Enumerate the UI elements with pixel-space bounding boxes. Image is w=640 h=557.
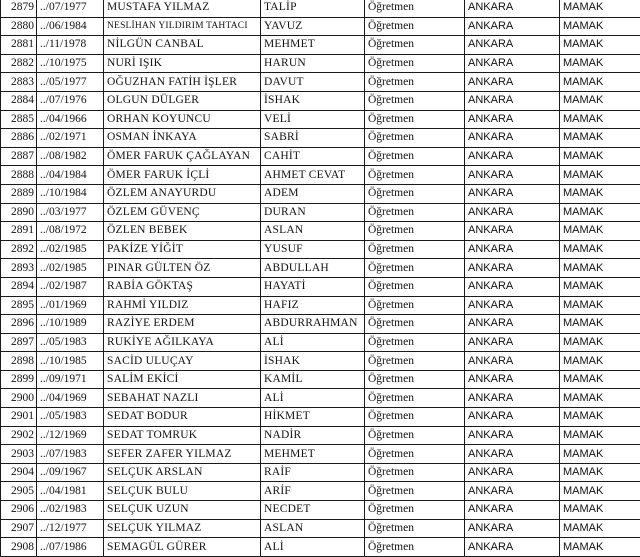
table-row	[1, 129, 640, 148]
city-cell: ANKARA	[465, 147, 560, 166]
full-name-cell: SELÇUK UZUN	[104, 501, 261, 520]
father-name-cell: SABRİ	[261, 129, 365, 148]
row-number-cell: 2884	[1, 91, 37, 110]
full-name-cell: NURİ IŞIK	[104, 54, 261, 73]
city-cell: ANKARA	[465, 110, 560, 129]
occupation-cell: Öğretmen	[365, 203, 465, 222]
full-name-cell: ÖZLEM ANAYURDU	[104, 184, 261, 203]
city-cell: ANKARA	[465, 240, 560, 259]
full-name-cell: SALİM EKİCİ	[104, 370, 261, 389]
district-cell: MAMAK	[560, 240, 640, 259]
father-name-cell: NECDET	[261, 501, 365, 520]
row-number-cell: 2893	[1, 259, 37, 278]
row-number-cell: 2883	[1, 73, 37, 92]
row-number-cell: 2888	[1, 166, 37, 185]
occupation-cell: Öğretmen	[365, 296, 465, 315]
city-cell: ANKARA	[465, 277, 560, 296]
city-cell: ANKARA	[465, 166, 560, 185]
row-number-cell: 2879	[1, 0, 37, 17]
row-number-cell: 2891	[1, 222, 37, 241]
occupation-cell: Öğretmen	[365, 501, 465, 520]
birth-date-cell: ../06/1984	[37, 17, 104, 36]
father-name-cell: İSHAK	[261, 91, 365, 110]
table-row	[1, 147, 640, 166]
table-row	[1, 333, 640, 352]
full-name-cell: PINAR GÜLTEN ÖZ	[104, 259, 261, 278]
city-cell: ANKARA	[465, 73, 560, 92]
birth-date-cell: ../10/1975	[37, 54, 104, 73]
district-cell: MAMAK	[560, 296, 640, 315]
occupation-cell: Öğretmen	[365, 184, 465, 203]
full-name-cell: NESLİHAN YILDIRIM TAHTACI	[104, 17, 261, 36]
city-cell: ANKARA	[465, 333, 560, 352]
table-row	[1, 110, 640, 129]
father-name-cell: ADEM	[261, 184, 365, 203]
full-name-cell: SEFER ZAFER YILMAZ	[104, 445, 261, 464]
father-name-cell: TALİP	[261, 0, 365, 17]
city-cell: ANKARA	[465, 519, 560, 538]
father-name-cell: YAVUZ	[261, 17, 365, 36]
father-name-cell: DURAN	[261, 203, 365, 222]
city-cell: ANKARA	[465, 370, 560, 389]
table-row	[1, 352, 640, 371]
father-name-cell: MEHMET	[261, 36, 365, 55]
district-cell: MAMAK	[560, 259, 640, 278]
full-name-cell: SEBAHAT NAZLI	[104, 389, 261, 408]
full-name-cell: ÖMER FARUK ÇAĞLAYAN	[104, 147, 261, 166]
occupation-cell: Öğretmen	[365, 408, 465, 427]
father-name-cell: YUSUF	[261, 240, 365, 259]
full-name-cell: ÖZLEN BEBEK	[104, 222, 261, 241]
row-number-cell: 2906	[1, 501, 37, 520]
table-row	[1, 389, 640, 408]
city-cell: ANKARA	[465, 482, 560, 501]
row-number-cell: 2898	[1, 352, 37, 371]
district-cell: MAMAK	[560, 0, 640, 17]
district-cell: MAMAK	[560, 54, 640, 73]
full-name-cell: SELÇUK ARSLAN	[104, 463, 261, 482]
occupation-cell: Öğretmen	[365, 91, 465, 110]
row-number-cell: 2897	[1, 333, 37, 352]
row-number-cell: 2900	[1, 389, 37, 408]
row-number-cell: 2902	[1, 426, 37, 445]
birth-date-cell: ../03/1977	[37, 203, 104, 222]
occupation-cell: Öğretmen	[365, 426, 465, 445]
table-row	[1, 315, 640, 334]
row-number-cell: 2894	[1, 277, 37, 296]
district-cell: MAMAK	[560, 166, 640, 185]
birth-date-cell: ../02/1983	[37, 501, 104, 520]
father-name-cell: HAYATİ	[261, 277, 365, 296]
occupation-cell: Öğretmen	[365, 482, 465, 501]
full-name-cell: NİLGÜN CANBAL	[104, 36, 261, 55]
table-row	[1, 17, 640, 36]
birth-date-cell: ../10/1989	[37, 315, 104, 334]
father-name-cell: VELİ	[261, 110, 365, 129]
occupation-cell: Öğretmen	[365, 147, 465, 166]
row-number-cell: 2889	[1, 184, 37, 203]
birth-date-cell: ../05/1977	[37, 73, 104, 92]
birth-date-cell: ../07/1977	[37, 0, 104, 17]
city-cell: ANKARA	[465, 501, 560, 520]
full-name-cell: RABİA GÖKTAŞ	[104, 277, 261, 296]
row-number-cell: 2881	[1, 36, 37, 55]
city-cell: ANKARA	[465, 352, 560, 371]
father-name-cell: İSHAK	[261, 352, 365, 371]
full-name-cell: SEMAGÜL GÜRER	[104, 538, 261, 557]
occupation-cell: Öğretmen	[365, 129, 465, 148]
birth-date-cell: ../10/1985	[37, 352, 104, 371]
father-name-cell: ALİ	[261, 538, 365, 557]
district-cell: MAMAK	[560, 519, 640, 538]
table-row	[1, 538, 640, 557]
birth-date-cell: ../09/1967	[37, 463, 104, 482]
occupation-cell: Öğretmen	[365, 389, 465, 408]
row-number-cell: 2905	[1, 482, 37, 501]
city-cell: ANKARA	[465, 129, 560, 148]
table-row	[1, 240, 640, 259]
birth-date-cell: ../04/1984	[37, 166, 104, 185]
row-number-cell: 2892	[1, 240, 37, 259]
district-cell: MAMAK	[560, 203, 640, 222]
full-name-cell: ÖMER FARUK İÇLİ	[104, 166, 261, 185]
full-name-cell: ÖZLEM GÜVENÇ	[104, 203, 261, 222]
occupation-cell: Öğretmen	[365, 166, 465, 185]
table-row	[1, 54, 640, 73]
city-cell: ANKARA	[465, 463, 560, 482]
full-name-cell: MUSTAFA YILMAZ	[104, 0, 261, 17]
occupation-cell: Öğretmen	[365, 277, 465, 296]
district-cell: MAMAK	[560, 91, 640, 110]
father-name-cell: ABDULLAH	[261, 259, 365, 278]
city-cell: ANKARA	[465, 296, 560, 315]
city-cell: ANKARA	[465, 426, 560, 445]
table-row	[1, 73, 640, 92]
table-row	[1, 426, 640, 445]
full-name-cell: SELÇUK YILMAZ	[104, 519, 261, 538]
occupation-cell: Öğretmen	[365, 17, 465, 36]
district-cell: MAMAK	[560, 147, 640, 166]
table-row	[1, 501, 640, 520]
full-name-cell: OLGUN DÜLGER	[104, 91, 261, 110]
birth-date-cell: ../02/1985	[37, 240, 104, 259]
row-number-cell: 2907	[1, 519, 37, 538]
birth-date-cell: ../08/1982	[37, 147, 104, 166]
birth-date-cell: ../09/1971	[37, 370, 104, 389]
full-name-cell: SACİD ULUÇAY	[104, 352, 261, 371]
row-number-cell: 2886	[1, 129, 37, 148]
city-cell: ANKARA	[465, 36, 560, 55]
table-body	[1, 0, 640, 556]
district-cell: MAMAK	[560, 426, 640, 445]
district-cell: MAMAK	[560, 315, 640, 334]
occupation-cell: Öğretmen	[365, 370, 465, 389]
table-row	[1, 277, 640, 296]
occupation-cell: Öğretmen	[365, 333, 465, 352]
father-name-cell: HAFIZ	[261, 296, 365, 315]
row-number-cell: 2890	[1, 203, 37, 222]
birth-date-cell: ../07/1976	[37, 91, 104, 110]
full-name-cell: RUKİYE AĞILKAYA	[104, 333, 261, 352]
occupation-cell: Öğretmen	[365, 36, 465, 55]
occupation-cell: Öğretmen	[365, 240, 465, 259]
table-row	[1, 36, 640, 55]
birth-date-cell: ../02/1985	[37, 259, 104, 278]
father-name-cell: MEHMET	[261, 445, 365, 464]
district-cell: MAMAK	[560, 277, 640, 296]
occupation-cell: Öğretmen	[365, 110, 465, 129]
district-cell: MAMAK	[560, 501, 640, 520]
birth-date-cell: ../01/1969	[37, 296, 104, 315]
row-number-cell: 2880	[1, 17, 37, 36]
district-cell: MAMAK	[560, 538, 640, 557]
district-cell: MAMAK	[560, 370, 640, 389]
city-cell: ANKARA	[465, 54, 560, 73]
city-cell: ANKARA	[465, 408, 560, 427]
table-row	[1, 222, 640, 241]
birth-date-cell: ../10/1984	[37, 184, 104, 203]
father-name-cell: AHMET CEVAT	[261, 166, 365, 185]
full-name-cell: OSMAN İNKAYA	[104, 129, 261, 148]
occupation-cell: Öğretmen	[365, 445, 465, 464]
district-cell: MAMAK	[560, 73, 640, 92]
father-name-cell: HARUN	[261, 54, 365, 73]
city-cell: ANKARA	[465, 538, 560, 557]
district-cell: MAMAK	[560, 129, 640, 148]
district-cell: MAMAK	[560, 482, 640, 501]
full-name-cell: SEDAT BODUR	[104, 408, 261, 427]
district-cell: MAMAK	[560, 222, 640, 241]
row-number-cell: 2903	[1, 445, 37, 464]
row-number-cell: 2899	[1, 370, 37, 389]
birth-date-cell: ../02/1971	[37, 129, 104, 148]
table-row	[1, 259, 640, 278]
birth-date-cell: ../05/1983	[37, 408, 104, 427]
father-name-cell: ALİ	[261, 389, 365, 408]
district-cell: MAMAK	[560, 352, 640, 371]
father-name-cell: ABDURRAHMAN	[261, 315, 365, 334]
birth-date-cell: ../04/1966	[37, 110, 104, 129]
row-number-cell: 2887	[1, 147, 37, 166]
birth-date-cell: ../07/1986	[37, 538, 104, 557]
city-cell: ANKARA	[465, 0, 560, 17]
birth-date-cell: ../12/1969	[37, 426, 104, 445]
row-number-cell: 2901	[1, 408, 37, 427]
father-name-cell: DAVUT	[261, 73, 365, 92]
birth-date-cell: ../11/1978	[37, 36, 104, 55]
city-cell: ANKARA	[465, 259, 560, 278]
district-cell: MAMAK	[560, 110, 640, 129]
table-row	[1, 519, 640, 538]
occupation-cell: Öğretmen	[365, 463, 465, 482]
birth-date-cell: ../07/1983	[37, 445, 104, 464]
father-name-cell: CAHİT	[261, 147, 365, 166]
row-number-cell: 2882	[1, 54, 37, 73]
occupation-cell: Öğretmen	[365, 0, 465, 17]
birth-date-cell: ../08/1972	[37, 222, 104, 241]
district-cell: MAMAK	[560, 333, 640, 352]
city-cell: ANKARA	[465, 315, 560, 334]
table-row	[1, 408, 640, 427]
full-name-cell: SEDAT TOMRUK	[104, 426, 261, 445]
full-name-cell: PAKİZE YİĞİT	[104, 240, 261, 259]
father-name-cell: NADİR	[261, 426, 365, 445]
city-cell: ANKARA	[465, 389, 560, 408]
table-row	[1, 0, 640, 17]
full-name-cell: SELÇUK BULU	[104, 482, 261, 501]
occupation-cell: Öğretmen	[365, 73, 465, 92]
district-cell: MAMAK	[560, 36, 640, 55]
table-row	[1, 482, 640, 501]
full-name-cell: ORHAN KOYUNCU	[104, 110, 261, 129]
father-name-cell: ARİF	[261, 482, 365, 501]
father-name-cell: ALİ	[261, 333, 365, 352]
full-name-cell: RAZİYE ERDEM	[104, 315, 261, 334]
district-cell: MAMAK	[560, 408, 640, 427]
row-number-cell: 2895	[1, 296, 37, 315]
full-name-cell: OĞUZHAN FATİH İŞLER	[104, 73, 261, 92]
district-cell: MAMAK	[560, 389, 640, 408]
city-cell: ANKARA	[465, 184, 560, 203]
father-name-cell: HİKMET	[261, 408, 365, 427]
table-row	[1, 296, 640, 315]
father-name-cell: ASLAN	[261, 519, 365, 538]
city-cell: ANKARA	[465, 203, 560, 222]
district-cell: MAMAK	[560, 463, 640, 482]
birth-date-cell: ../04/1969	[37, 389, 104, 408]
father-name-cell: KAMİL	[261, 370, 365, 389]
district-cell: MAMAK	[560, 445, 640, 464]
row-number-cell: 2896	[1, 315, 37, 334]
row-number-cell: 2908	[1, 538, 37, 557]
table-row	[1, 445, 640, 464]
occupation-cell: Öğretmen	[365, 352, 465, 371]
occupation-cell: Öğretmen	[365, 315, 465, 334]
occupation-cell: Öğretmen	[365, 259, 465, 278]
table-row	[1, 370, 640, 389]
city-cell: ANKARA	[465, 17, 560, 36]
birth-date-cell: ../12/1977	[37, 519, 104, 538]
father-name-cell: ASLAN	[261, 222, 365, 241]
city-cell: ANKARA	[465, 222, 560, 241]
birth-date-cell: ../05/1983	[37, 333, 104, 352]
table-row	[1, 184, 640, 203]
occupation-cell: Öğretmen	[365, 538, 465, 557]
table-row	[1, 91, 640, 110]
birth-date-cell: ../02/1987	[37, 277, 104, 296]
occupation-cell: Öğretmen	[365, 54, 465, 73]
father-name-cell: RAİF	[261, 463, 365, 482]
district-cell: MAMAK	[560, 184, 640, 203]
occupation-cell: Öğretmen	[365, 222, 465, 241]
row-number-cell: 2904	[1, 463, 37, 482]
district-cell: MAMAK	[560, 17, 640, 36]
table-row	[1, 463, 640, 482]
row-number-cell: 2885	[1, 110, 37, 129]
city-cell: ANKARA	[465, 91, 560, 110]
birth-date-cell: ../04/1981	[37, 482, 104, 501]
full-name-cell: RAHMİ YILDIZ	[104, 296, 261, 315]
table-row	[1, 166, 640, 185]
table-row	[1, 203, 640, 222]
occupation-cell: Öğretmen	[365, 519, 465, 538]
city-cell: ANKARA	[465, 445, 560, 464]
